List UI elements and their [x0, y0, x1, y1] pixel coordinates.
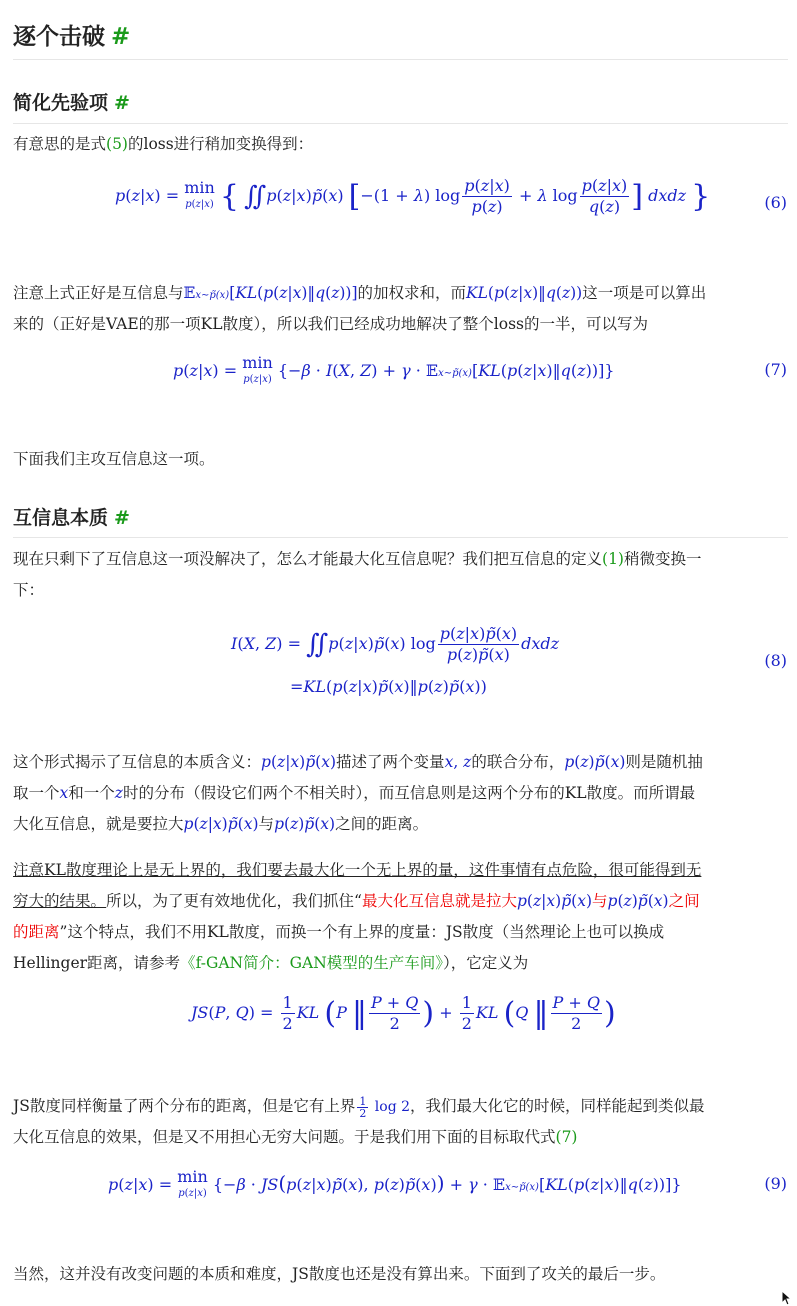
divider: [13, 59, 788, 60]
text: 这个形式揭示了互信息的本质含义：: [13, 753, 262, 771]
divider: [13, 537, 788, 538]
text: 这一项是可以算出: [582, 284, 707, 302]
js-equation: JS(P, Q) = $\frac{1}{2}$ KL (P ‖ $\frac{P + Q}{2}$ ) + $\frac{1}{2}$ KL (Q ‖ $\frac{P + Q}{2}$ ): [191, 993, 616, 1033]
divider: [13, 123, 788, 124]
section-heading: [13, 503, 130, 530]
text: JS散度同样衡量了两个分布的距离，但是它有上界: [13, 1097, 356, 1115]
text: ，我们最大化它的时候，同样能起到类似最: [410, 1097, 705, 1115]
section-title: 逐个击破: [13, 24, 105, 50]
paragraph-line: [13, 1121, 577, 1153]
equation-number: (8): [764, 651, 787, 670]
equation-9: p(z|x) = min p(z|x) {−β · JS(p(z|x)p̃(x), p(z)p̃(x)) + γ · 𝔼x∼p̃(x)[KL(p(z|x)‖q(z))]}: [108, 1167, 682, 1199]
text: 注意上式正好是互信息与: [13, 284, 184, 302]
anchor-link[interactable]: #: [114, 507, 130, 529]
section-title: 简化先验项: [13, 92, 109, 114]
text: 现在只剩下了互信息这一项没解决了，怎么才能最大化互信息呢？我们把互信息的定义: [13, 550, 603, 568]
paragraph: 下面我们主攻互信息这一项。: [13, 450, 215, 468]
equation-ref-link[interactable]: (5): [106, 135, 128, 153]
text: 稍微变换一: [623, 550, 702, 568]
highlight-text: 的距离: [13, 923, 60, 941]
anchor-link[interactable]: #: [114, 92, 130, 114]
paragraph-line: [13, 916, 664, 948]
text: 大化互信息，就是要拉大: [13, 815, 184, 833]
equation-7: p(z|x) = min p(z|x) {−β · I(X, Z) + γ · 𝔼x∼p̃(x)[KL(p(z|x)‖q(z))]}: [173, 353, 615, 385]
section-title: 互信息本质: [13, 507, 109, 529]
text: 的加权求和，而: [357, 284, 467, 302]
underlined-text: 注意KL散度理论上是无上界的，我们要去最大化一个无上界的量，这件事情有点危险，很可能得到无: [13, 861, 702, 879]
equation-6: p(z|x) = min p(z|x) { ∬p(z|x)p̃(x) [−(1 + λ) log $\frac{p(z|x)}{p(z)}$ + λ log $\frac{p(z|x)}{q(z)}$ ] dxdz }: [115, 176, 711, 216]
text: 则是随机抽: [625, 753, 703, 771]
text: ”这个特点，我们不用KL散度，而换一个有上界的度量：JS散度（当然理论上也可以换成: [59, 923, 665, 941]
equation-ref-link[interactable]: (1): [602, 550, 624, 568]
equation-number: (9): [764, 1174, 787, 1193]
highlight-text: 最大化互信息就是拉大: [361, 892, 517, 910]
mouse-cursor-icon: [781, 1290, 793, 1306]
text: 有意思的是式: [13, 135, 107, 153]
paragraph-line: 大化互信息，就是要拉大p(z|x)p̃(x)与p(z)p̃(x)之间的距离。: [13, 815, 429, 833]
text: 与: [258, 815, 275, 833]
text: 时的分布（假设它们两个不相关时），而互信息则是这两个分布的KL散度。而所谓最: [122, 784, 696, 802]
paragraph-line: 下：: [13, 581, 45, 599]
text: 的loss进行稍加变换得到：: [127, 135, 314, 153]
text: 描述了两个变量: [336, 753, 445, 771]
section-heading: [13, 88, 130, 115]
paragraph: [13, 128, 313, 160]
anchor-link[interactable]: #: [111, 24, 131, 50]
paragraph-line: 来的（正好是VAE的那一项KL散度），所以我们已经成功地解决了整个loss的一半，可以写为: [13, 315, 648, 333]
equation-8: I(X, Z) = ∬p(z|x)p̃(x) log $\frac{p(z|x)p̃(x)}{p(z)p̃(x)}$ dxdz: [231, 624, 560, 664]
text: 所以，为了更有效地优化，我们抓住“: [106, 892, 362, 910]
paragraph: 这个形式揭示了互信息的本质含义：p(z|x)p̃(x)描述了两个变量x, z的联合分布，p(z)p̃(x)则是随机抽: [13, 753, 703, 771]
section-heading: [13, 18, 130, 51]
text: 和一个: [68, 784, 115, 802]
text: 大化互信息的效果，但是又不用担心无穷大问题。于是我们用下面的目标取代式: [13, 1128, 556, 1146]
paragraph: 注意上式正好是互信息与𝔼x∼p̃(x)[KL(p(z|x)‖q(z))]的加权求和，而KL(p(z|x)‖q(z))这一项是可以算出: [13, 284, 707, 302]
underlined-text: 穷大的结果。: [13, 892, 107, 910]
paragraph-line: 取一个x和一个z时的分布（假设它们两个不相关时），而互信息则是这两个分布的KL散度。而所谓最: [13, 784, 696, 802]
article-link[interactable]: 《f-GAN简介：GAN模型的生产车间》: [180, 954, 444, 972]
paragraph-line: 穷大的结果。所以，为了更有效地优化，我们抓住“最大化互信息就是拉大p(z|x)p̃(x)与p(z)p̃(x)之间: [13, 892, 700, 910]
text: Hellinger距离，请参考: [13, 954, 181, 972]
text: ），它定义为: [443, 954, 529, 972]
equation-number: (7): [764, 360, 787, 379]
text: 的联合分布，: [471, 753, 565, 771]
paragraph-line: [13, 947, 528, 979]
equation-8-line2: =KL(p(z|x)p̃(x)‖p(z)p̃(x)): [290, 677, 487, 696]
highlight-text: 之间: [668, 892, 700, 910]
text: 之间的距离。: [335, 815, 429, 833]
paragraph: 当然，这并没有改变问题的本质和难度，JS散度也还是没有算出来。下面到了攻关的最后一步。: [13, 1265, 666, 1283]
paragraph: JS散度同样衡量了两个分布的距离，但是它有上界 $\frac{1}{2}$ log 2，我们最大化它的时候，同样能起到类似最: [13, 1094, 705, 1120]
highlight-text: 与: [592, 892, 608, 910]
equation-ref-link[interactable]: (7): [555, 1128, 578, 1146]
equation-number: (6): [764, 193, 787, 212]
paragraph: [13, 543, 702, 575]
text: 取一个: [13, 784, 60, 802]
